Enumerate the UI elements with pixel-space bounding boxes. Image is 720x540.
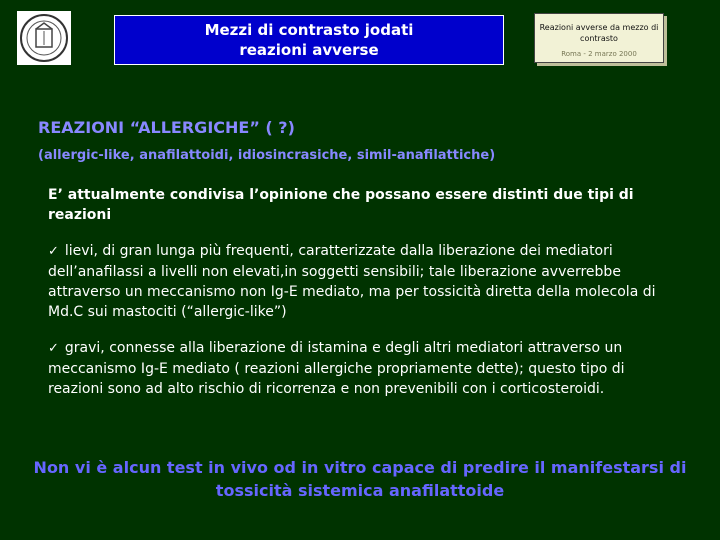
checkmark-icon: ✓: [48, 341, 59, 356]
conclusion-text: Non vi è alcun test in vivo od in vitro capace di predire il manifestarsi di tossicità sistemica anafilattoide: [33, 458, 687, 500]
section-heading: REAZIONI “ALLERGICHE” ( ?): [38, 118, 295, 137]
slide-title-line1: Mezzi di contrasto jodati: [204, 21, 414, 39]
institution-seal-logo: [17, 11, 71, 65]
bullet-item-mild: [48, 241, 678, 322]
intro-text: E’ attualmente condivisa l’opinione che possano essere distinti due tipi di reazioni: [48, 187, 634, 223]
bullet-text: lievi, di gran lunga più frequenti, caratterizzate dalla liberazione dei mediatori dell’anafilassi a livelli non elevati,in soggetti sensibili; tale liberazione avverrebbe attraverso un meccanismo non Ig-E mediato, ma per tossicità diretta della molecola di Md.C sui mastociti (“allergic-like”): [48, 243, 656, 320]
seal-icon: [17, 11, 71, 65]
slide-title-line2: reazioni avverse: [239, 41, 379, 59]
reference-line2: contrasto: [580, 34, 618, 43]
bullet-item-severe: [48, 338, 678, 399]
reference-line1: Reazioni avverse da mezzo di: [539, 23, 659, 32]
reference-date: Roma - 2 marzo 2000: [561, 50, 637, 58]
section-subheading: (allergic-like, anafilattoidi, idiosincrasiche, simil-anafilattiche): [38, 148, 496, 163]
checkmark-icon: ✓: [48, 244, 59, 259]
reference-note: [534, 13, 664, 63]
slide-title: [114, 15, 504, 65]
bullet-text: gravi, connesse alla liberazione di istamina e degli altri mediatori attraverso un meccanismo Ig-E mediato ( reazioni allergiche propriamente dette); questo tipo di reazioni sono ad alto rischio di ricorrenza e non prevenibili con i corticosteroidi.: [48, 340, 625, 397]
